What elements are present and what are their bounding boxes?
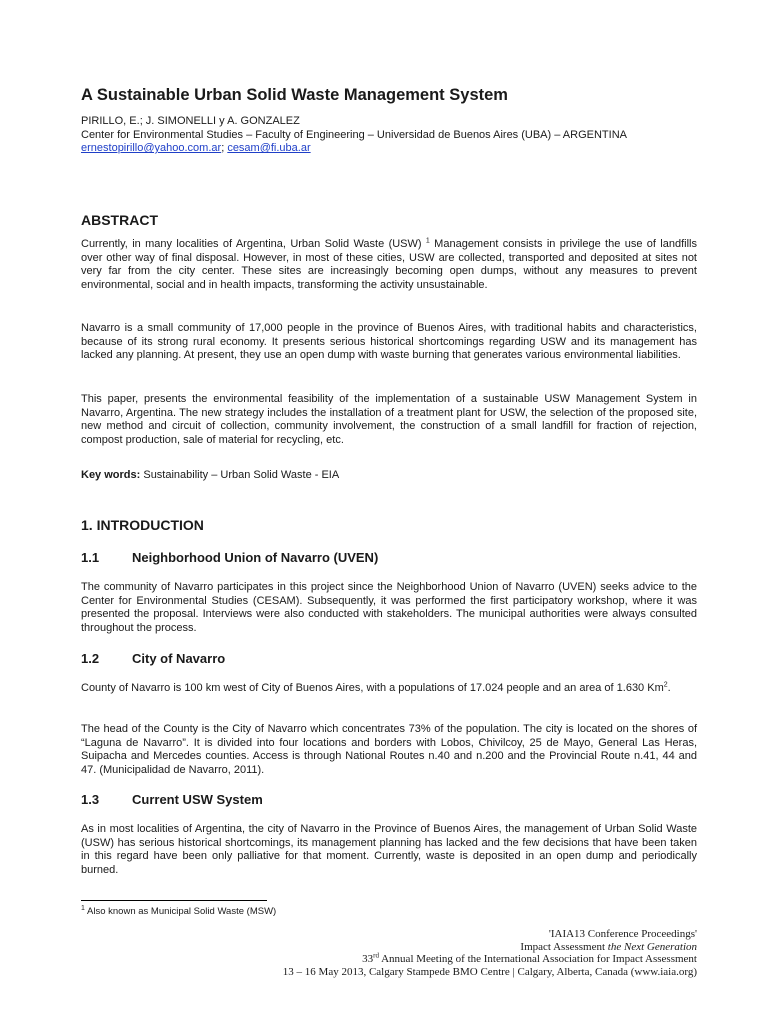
- section-1-2-heading: 1.2 City of Navarro: [81, 651, 226, 666]
- footnote-divider: [81, 900, 267, 901]
- section-1-1-heading: 1.1 Neighborhood Union of Navarro (UVEN): [81, 550, 379, 565]
- section-1-1-paragraph: The community of Navarro participates in this project since the Neighborhood Union of Navarro (UVEN) seeks advice to the Center for Environmental Studies (CESAM). Subsequently, it was performed the first participatory workshop, where it was presented the proposal. Interviews were also conducted with stakeholders. The municipal authorities were always consulted throughout the process.: [81, 581, 697, 634]
- section-1-2-paragraph-1: County of Navarro is 100 km west of City of Buenos Aires, with a populations of 17.024 people and an area of 1.630 Km$^2$.: [81, 681, 671, 694]
- footnote-ref: 1: [425, 237, 430, 245]
- abstract-paragraph-2: Navarro is a small community of 17,000 people in the province of Buenos Aires, with traditional habits and characteristics, because of its strong rural economy. It presents serious historical shortcomings regarding USW and its management has lacked any planning. At present, they use an open dump with waste burning that generates various environmental liabilities.: [81, 322, 697, 362]
- conference-line-4: 13 – 16 May 2013, Calgary Stampede BMO Centre | Calgary, Alberta, Canada (www.iaia.org): [282, 965, 697, 978]
- author-emails: ernestopirillo@yahoo.com.ar; cesam@fi.uba.ar: [81, 142, 311, 155]
- introduction-heading: 1. INTRODUCTION: [81, 517, 204, 533]
- abstract-paragraph-1: Currently, in many localities of Argentina, Urban Solid Waste (USW) $^1$ Management consists in privilege the use of landfills over other way of final disposal. However, in most of these cities, USW are collected, transported and deposited at sites not very far from the city center. These sites are increasingly becoming open dumps, without any measures to prevent environmental, social and in health impacts, transforming the activity unsustainable.: [81, 237, 697, 291]
- keywords: Key words: Sustainability – Urban Solid Waste - EIA: [81, 469, 340, 481]
- abstract-heading: ABSTRACT: [81, 212, 158, 228]
- section-1-3-heading: 1.3 Current USW System: [81, 792, 263, 807]
- section-1-3-paragraph: As in most localities of Argentina, the city of Navarro in the Province of Buenos Aires, the management of Urban Solid Waste (USW) has serious historical shortcomings, its management planning has lacked and the few decisions that have been taken in this regard have been only palliative for that moment. Currently, waste is deposited in an open dump and periodically burned.: [81, 823, 697, 876]
- email-link-1[interactable]: ernestopirillo@yahoo.com.ar: [81, 142, 222, 155]
- section-1-2-paragraph-2: The head of the County is the City of Navarro which concentrates 73% of the population. The city is located on the shores of “Laguna de Navarro”. It is divided into four locations and borders with Lobos, Chivilcoy, 25 de Mayo, General Las Heras, Suipacha and Mercedes counties. Access is through National Routes n.40 and n.200 and the Provincial Route n.41, 44 and 47. (Municipalidad de Navarro, 2011).: [81, 723, 697, 776]
- author-affiliation: Center for Environmental Studies – Faculty of Engineering – Universidad de Buenos Aires (UBA) – ARGENTINA: [81, 128, 627, 141]
- paper-title: A Sustainable Urban Solid Waste Management System: [81, 86, 508, 104]
- conference-line-1: 'IAIA13 Conference Proceedings': [548, 928, 697, 940]
- author-block: [81, 115, 697, 156]
- conference-line-3: 33rd Annual Meeting of the International Association for Impact Assessment: [362, 951, 697, 965]
- conference-line-2: Impact Assessment the Next Generation: [520, 940, 697, 953]
- footnote: $^1$ Also known as Municipal Solid Waste (MSW): [81, 904, 277, 917]
- author-names: PIRILLO, E.; J. SIMONELLI y A. GONZALEZ: [81, 115, 300, 127]
- conference-footer: [81, 928, 697, 978]
- abstract-paragraph-3: This paper, presents the environmental feasibility of the implementation of a sustainable USW Management System in Navarro, Argentina. The new strategy includes the installation of a treatment plant for USW, the selection of the proposed site, new method and circuit of collection, community involvement, the construction of a small landfill for fraction of rejection, compost production, sale of material for recycling, etc.: [81, 393, 697, 446]
- email-link-2[interactable]: cesam@fi.uba.ar: [227, 142, 311, 155]
